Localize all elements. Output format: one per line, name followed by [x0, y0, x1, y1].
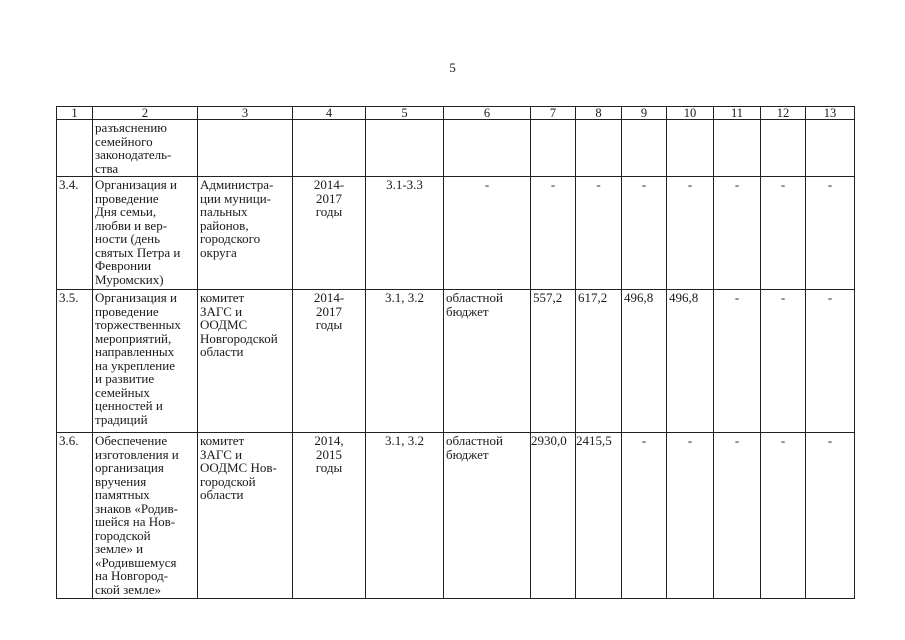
- responsible-executor: комитет ЗАГС и ООДМС Нов- городской области: [198, 433, 293, 599]
- funding-value: -: [714, 177, 761, 290]
- activity-name: Обеспечение изготовления и организация вручения памятных знаков «Родив- шейся на Нов- городской земле» и «Родившемуся на Новгород- ской земле»: [93, 433, 198, 599]
- table-row: [57, 433, 855, 599]
- header-col-8: 8: [576, 107, 622, 120]
- header-col-9: 9: [622, 107, 667, 120]
- header-col-11: 11: [714, 107, 761, 120]
- table-row: [57, 177, 855, 290]
- funding-value: [531, 120, 576, 177]
- funding-value: [806, 120, 855, 177]
- funding-value: -: [622, 433, 667, 599]
- implementation-period: 2014- 2017 годы: [293, 290, 366, 433]
- funding-value: [714, 120, 761, 177]
- funding-value: 2415,5: [576, 433, 622, 599]
- funding-value: [761, 120, 806, 177]
- funding-value: -: [806, 290, 855, 433]
- header-col-1: 1: [57, 107, 93, 120]
- funding-value: -: [806, 433, 855, 599]
- target-indicator: 3.1, 3.2: [366, 290, 444, 433]
- funding-value: 496,8: [667, 290, 714, 433]
- responsible-executor: комитет ЗАГС и ООДМС Новгородской области: [198, 290, 293, 433]
- implementation-period: 2014, 2015 годы: [293, 433, 366, 599]
- funding-value: 617,2: [576, 290, 622, 433]
- header-row: [57, 107, 855, 120]
- funding-value: -: [622, 177, 667, 290]
- funding-source: областной бюджет: [444, 290, 531, 433]
- header-col-3: 3: [198, 107, 293, 120]
- table-row: [57, 290, 855, 433]
- table-row: [57, 120, 855, 177]
- header-col-13: 13: [806, 107, 855, 120]
- funding-value: -: [667, 433, 714, 599]
- program-table: [56, 106, 855, 599]
- responsible-executor: Администра- ции муници- пальных районов, городского округа: [198, 177, 293, 290]
- target-indicator: 3.1, 3.2: [366, 433, 444, 599]
- implementation-period: 2014- 2017 годы: [293, 177, 366, 290]
- item-number: 3.4.: [57, 177, 93, 290]
- target-indicator: 3.1-3.3: [366, 177, 444, 290]
- header-col-10: 10: [667, 107, 714, 120]
- funding-value: 496,8: [622, 290, 667, 433]
- activity-name: Организация и проведение Дня семьи, любви и вер- ности (день святых Петра и Февронии Муромских): [93, 177, 198, 290]
- funding-source: [444, 120, 531, 177]
- funding-value: -: [714, 290, 761, 433]
- header-col-4: 4: [293, 107, 366, 120]
- funding-source: областной бюджет: [444, 433, 531, 599]
- header-col-5: 5: [366, 107, 444, 120]
- funding-value: -: [761, 290, 806, 433]
- funding-value: -: [761, 433, 806, 599]
- item-number: 3.5.: [57, 290, 93, 433]
- activity-name: разъяснению семейного законодатель- ства: [93, 120, 198, 177]
- funding-value: 2930,0: [531, 433, 576, 599]
- funding-value: -: [806, 177, 855, 290]
- item-number: [57, 120, 93, 177]
- funding-value: -: [667, 177, 714, 290]
- funding-value: [667, 120, 714, 177]
- implementation-period: [293, 120, 366, 177]
- item-number: 3.6.: [57, 433, 93, 599]
- page-number: 5: [449, 60, 456, 75]
- activity-name: Организация и проведение торжественных мероприятий, направленных на укрепление и развитие семейных ценностей и традиций: [93, 290, 198, 433]
- funding-value: -: [531, 177, 576, 290]
- funding-source: -: [444, 177, 531, 290]
- funding-value: [622, 120, 667, 177]
- target-indicator: [366, 120, 444, 177]
- funding-value: 557,2: [531, 290, 576, 433]
- funding-value: -: [714, 433, 761, 599]
- header-col-12: 12: [761, 107, 806, 120]
- header-col-6: 6: [444, 107, 531, 120]
- funding-value: -: [576, 177, 622, 290]
- responsible-executor: [198, 120, 293, 177]
- funding-value: -: [761, 177, 806, 290]
- funding-value: [576, 120, 622, 177]
- header-col-2: 2: [93, 107, 198, 120]
- header-col-7: 7: [531, 107, 576, 120]
